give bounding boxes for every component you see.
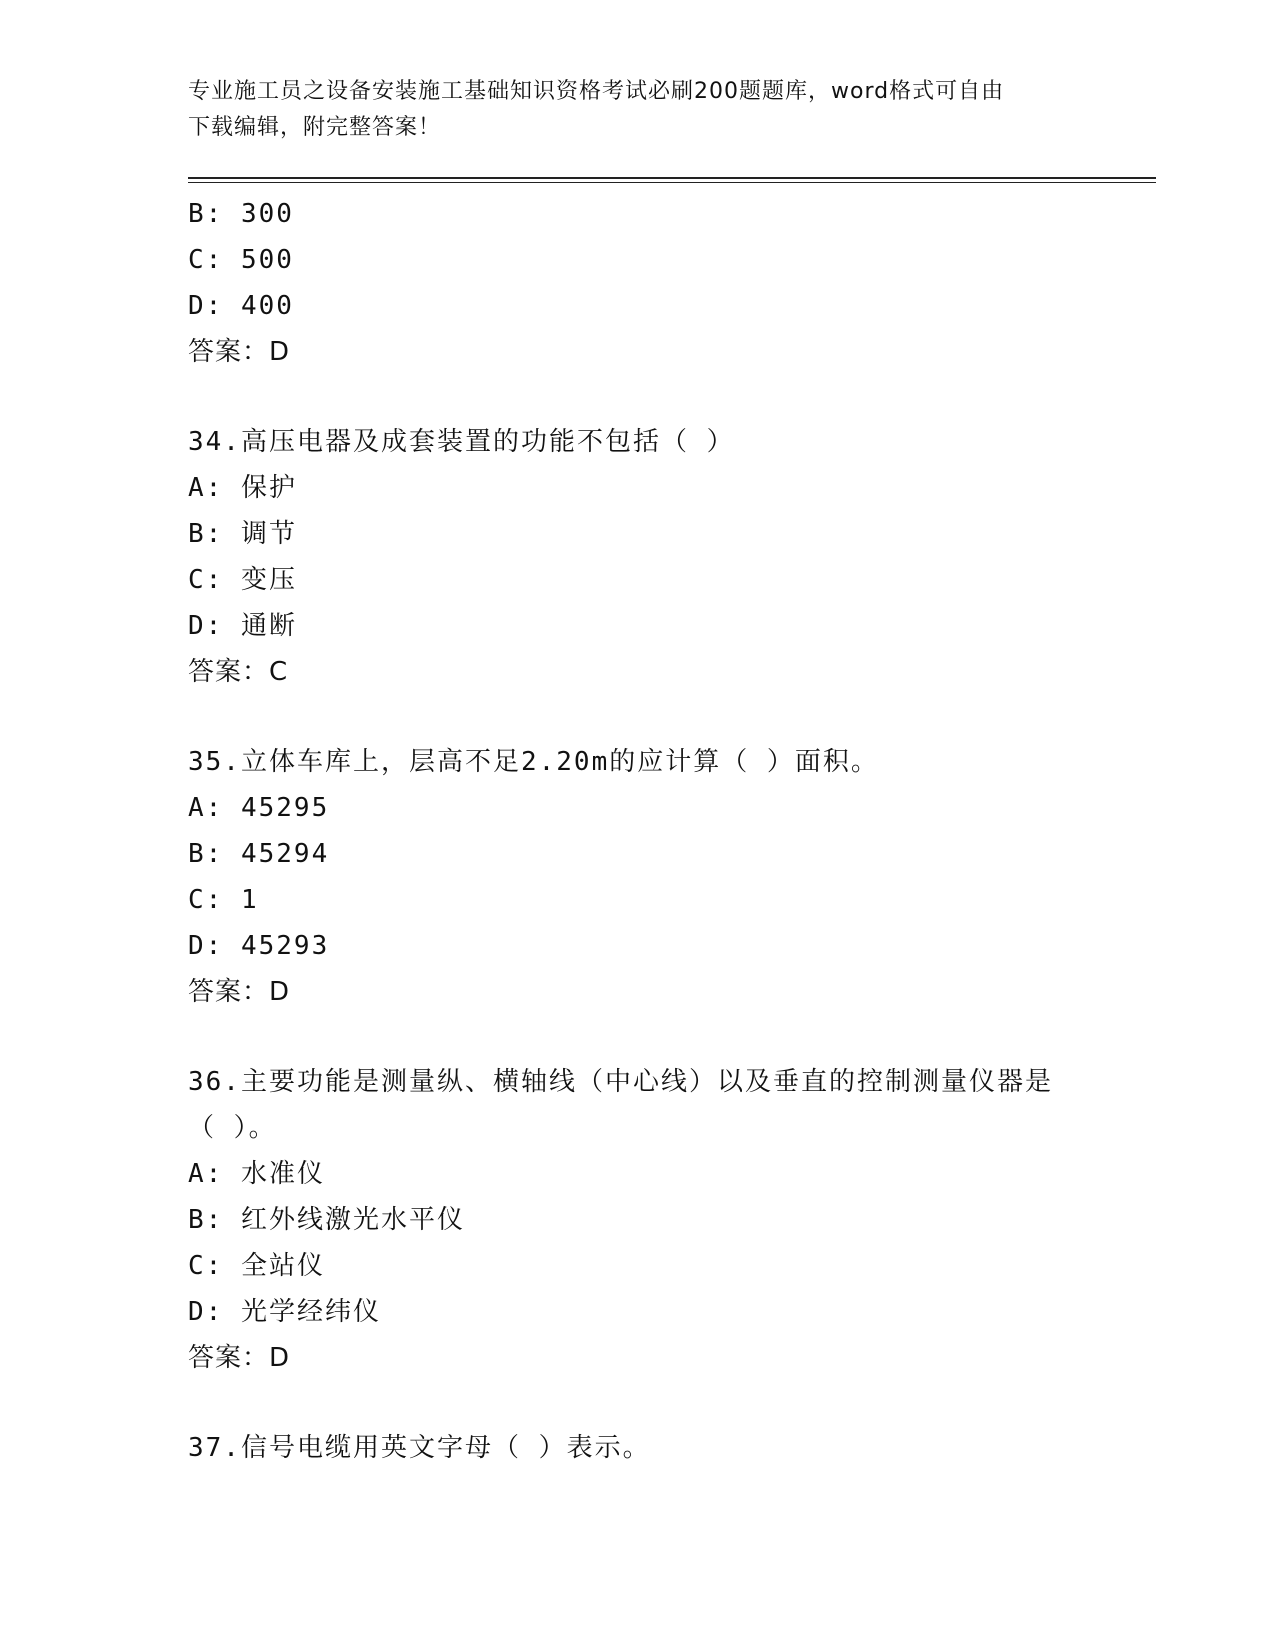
- question-stem: 35.立体车库上，层高不足2.20m的应计算（ ）面积。: [188, 747, 879, 777]
- option-text: 1: [240, 885, 259, 915]
- option-text: 全站仪: [240, 1251, 325, 1281]
- option-label: D:: [188, 611, 224, 641]
- option-b: [188, 1197, 1148, 1243]
- option-label: D:: [188, 1297, 224, 1327]
- option-c: [188, 877, 1148, 923]
- document-header: [188, 74, 1088, 146]
- option-label: A:: [188, 793, 224, 823]
- option-b: [188, 831, 1148, 877]
- option-b: [188, 191, 1148, 237]
- option-label: D:: [188, 291, 224, 321]
- question-carryover: [188, 191, 1148, 375]
- spacer: [188, 375, 1148, 419]
- option-text: 变压: [240, 565, 297, 595]
- option-label: A:: [188, 1159, 224, 1189]
- option-c: [188, 557, 1148, 603]
- option-a: [188, 785, 1148, 831]
- question-stem: 36.主要功能是测量纵、横轴线（中心线）以及垂直的控制测量仪器是: [188, 1067, 1053, 1097]
- option-label: D:: [188, 931, 224, 961]
- option-label: B:: [188, 1205, 224, 1235]
- option-label: B:: [188, 199, 224, 229]
- header-divider-thin: [188, 182, 1156, 183]
- option-d: [188, 603, 1148, 649]
- option-a: [188, 1151, 1148, 1197]
- option-text: 45294: [240, 839, 330, 869]
- option-label: C:: [188, 245, 224, 275]
- option-label: C:: [188, 1251, 224, 1281]
- option-c: [188, 237, 1148, 283]
- question-36: [188, 1059, 1148, 1381]
- option-b: [188, 511, 1148, 557]
- header-divider: [188, 177, 1156, 179]
- header-line-2: 下载编辑，附完整答案！: [188, 115, 442, 140]
- option-text: 通断: [240, 611, 297, 641]
- spacer: [188, 695, 1148, 739]
- question-35: [188, 739, 1148, 1015]
- option-text: 调节: [240, 519, 297, 549]
- option-text: 45293: [240, 931, 330, 961]
- option-text: 保护: [240, 473, 297, 503]
- header-line-1: 专业施工员之设备安装施工基础知识资格考试必刷200题题库，word格式可自由: [188, 79, 1005, 104]
- option-text: 水准仪: [240, 1159, 325, 1189]
- option-text: 300: [240, 199, 294, 229]
- option-c: [188, 1243, 1148, 1289]
- option-d: [188, 923, 1148, 969]
- option-d: [188, 283, 1148, 329]
- question-stem: 34.高压电器及成套装置的功能不包括（ ）: [188, 427, 735, 457]
- option-text: 光学经纬仪: [240, 1297, 381, 1327]
- question-37: [188, 1425, 1148, 1471]
- answer-line: 答案：D: [188, 977, 291, 1007]
- answer-line: 答案：D: [188, 1343, 291, 1373]
- option-text: 500: [240, 245, 294, 275]
- option-a: [188, 465, 1148, 511]
- option-label: C:: [188, 565, 224, 595]
- option-label: C:: [188, 885, 224, 915]
- option-text: 45295: [240, 793, 330, 823]
- question-list: [188, 191, 1148, 1471]
- option-label: A:: [188, 473, 224, 503]
- question-stem-continued: （ ）。: [188, 1113, 277, 1143]
- question-34: [188, 419, 1148, 695]
- option-label: B:: [188, 839, 224, 869]
- option-label: B:: [188, 519, 224, 549]
- option-text: 400: [240, 291, 294, 321]
- answer-line: 答案：C: [188, 657, 289, 687]
- spacer: [188, 1015, 1148, 1059]
- option-d: [188, 1289, 1148, 1335]
- question-stem: 37.信号电缆用英文字母（ ）表示。: [188, 1433, 651, 1463]
- option-text: 红外线激光水平仪: [240, 1205, 465, 1235]
- spacer: [188, 1381, 1148, 1425]
- answer-line: 答案：D: [188, 337, 291, 367]
